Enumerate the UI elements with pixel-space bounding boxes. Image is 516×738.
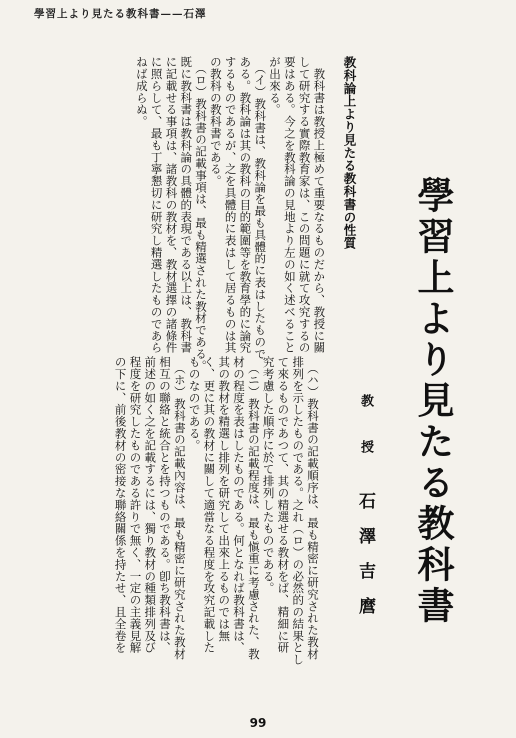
author-byline bbox=[353, 394, 378, 632]
text-column: 材の程度を表はしたものである。何となれば教科書は、 bbox=[232, 356, 247, 654]
text-column: に照らして、最も丁寧懇切に研究し精選したものであら bbox=[149, 56, 164, 354]
text-column: 既に教科書は教科論の具體的表現である以上は、教科書 bbox=[179, 56, 194, 354]
text-column: ねば成らぬ。 bbox=[134, 56, 149, 128]
page-number: 99 bbox=[249, 716, 267, 730]
text-column: 要はある。今之を教科論の見地より左の如く述べること bbox=[282, 56, 297, 354]
text-column: 排列を示したものである。之れ（ロ）の必然的の結果とし bbox=[291, 356, 306, 666]
text-column: （ホ）教科書の記載內容は、最も精密に研究された教材 bbox=[172, 356, 187, 660]
text-column: 教科書は教授上極めて重要なるものだから、教授に關 bbox=[312, 56, 327, 354]
text-column: ものなのである。 bbox=[187, 356, 202, 452]
text-column: て來るものであつて、其の精選せる教材をば、精細に研 bbox=[276, 356, 291, 654]
text-column: 究考慮した順序に於て排列したものである。 bbox=[261, 356, 276, 594]
text-column: が出來る。 bbox=[268, 56, 283, 116]
text-column: の教科の教科書である。 bbox=[208, 56, 223, 187]
text-column: して研究する實際教育家は、この問題に就て攻究するの bbox=[297, 56, 312, 354]
text-column: （ロ）教科書の記載事項は、最も精選された教材である。 bbox=[194, 56, 209, 372]
running-head: 學習上より見たる教科書——石澤 bbox=[34, 8, 207, 20]
text-column: に記載せる事項は、諸教科の教材を、教材選擇の諸條件 bbox=[164, 56, 179, 354]
text-column: （イ）教科書は、教科論を最も具體的に表はしたもので bbox=[253, 56, 268, 360]
author-name: 石澤吉麿 bbox=[355, 492, 375, 632]
text-column: 相互の聯絡と統合とを持つものである。卽ち教科書は、 bbox=[158, 356, 173, 654]
text-column: 前述の如く之を記載するには、獨り教材の種類排列及び bbox=[143, 356, 158, 654]
section-heading: 教科論上より見たる教科書の性質 bbox=[342, 56, 357, 250]
author-role: 教 授 bbox=[358, 394, 373, 463]
text-column: （ハ）教科書の記載順序は、最も精密に研究された教材 bbox=[306, 356, 320, 660]
text-column: 其の教材を精選し排列を研究して出來上るものでは無 bbox=[217, 356, 232, 642]
text-column: 程度を研究したものである許りで無く、一定の主義見解 bbox=[128, 356, 143, 654]
upper-text-block bbox=[134, 56, 356, 372]
article-title: 學習上より見たる教科書 bbox=[411, 176, 455, 627]
text-column: （ニ）教科書の記載程度は、最も愼重に考慮された、教 bbox=[246, 356, 261, 660]
text-column: ある。教科論は其の教科の目的範圍等を教育學的に論究 bbox=[238, 56, 253, 354]
lower-text-block bbox=[113, 356, 320, 665]
text-column: く、更に其の教材に關して適當なる程度を攻究記載した bbox=[202, 356, 217, 654]
text-column: の下に、前後教材の密接な聯絡關係を持たせ、且全卷を bbox=[113, 356, 128, 654]
text-column: するものであるが、之を具體的に表はして居るものは其 bbox=[223, 56, 238, 354]
